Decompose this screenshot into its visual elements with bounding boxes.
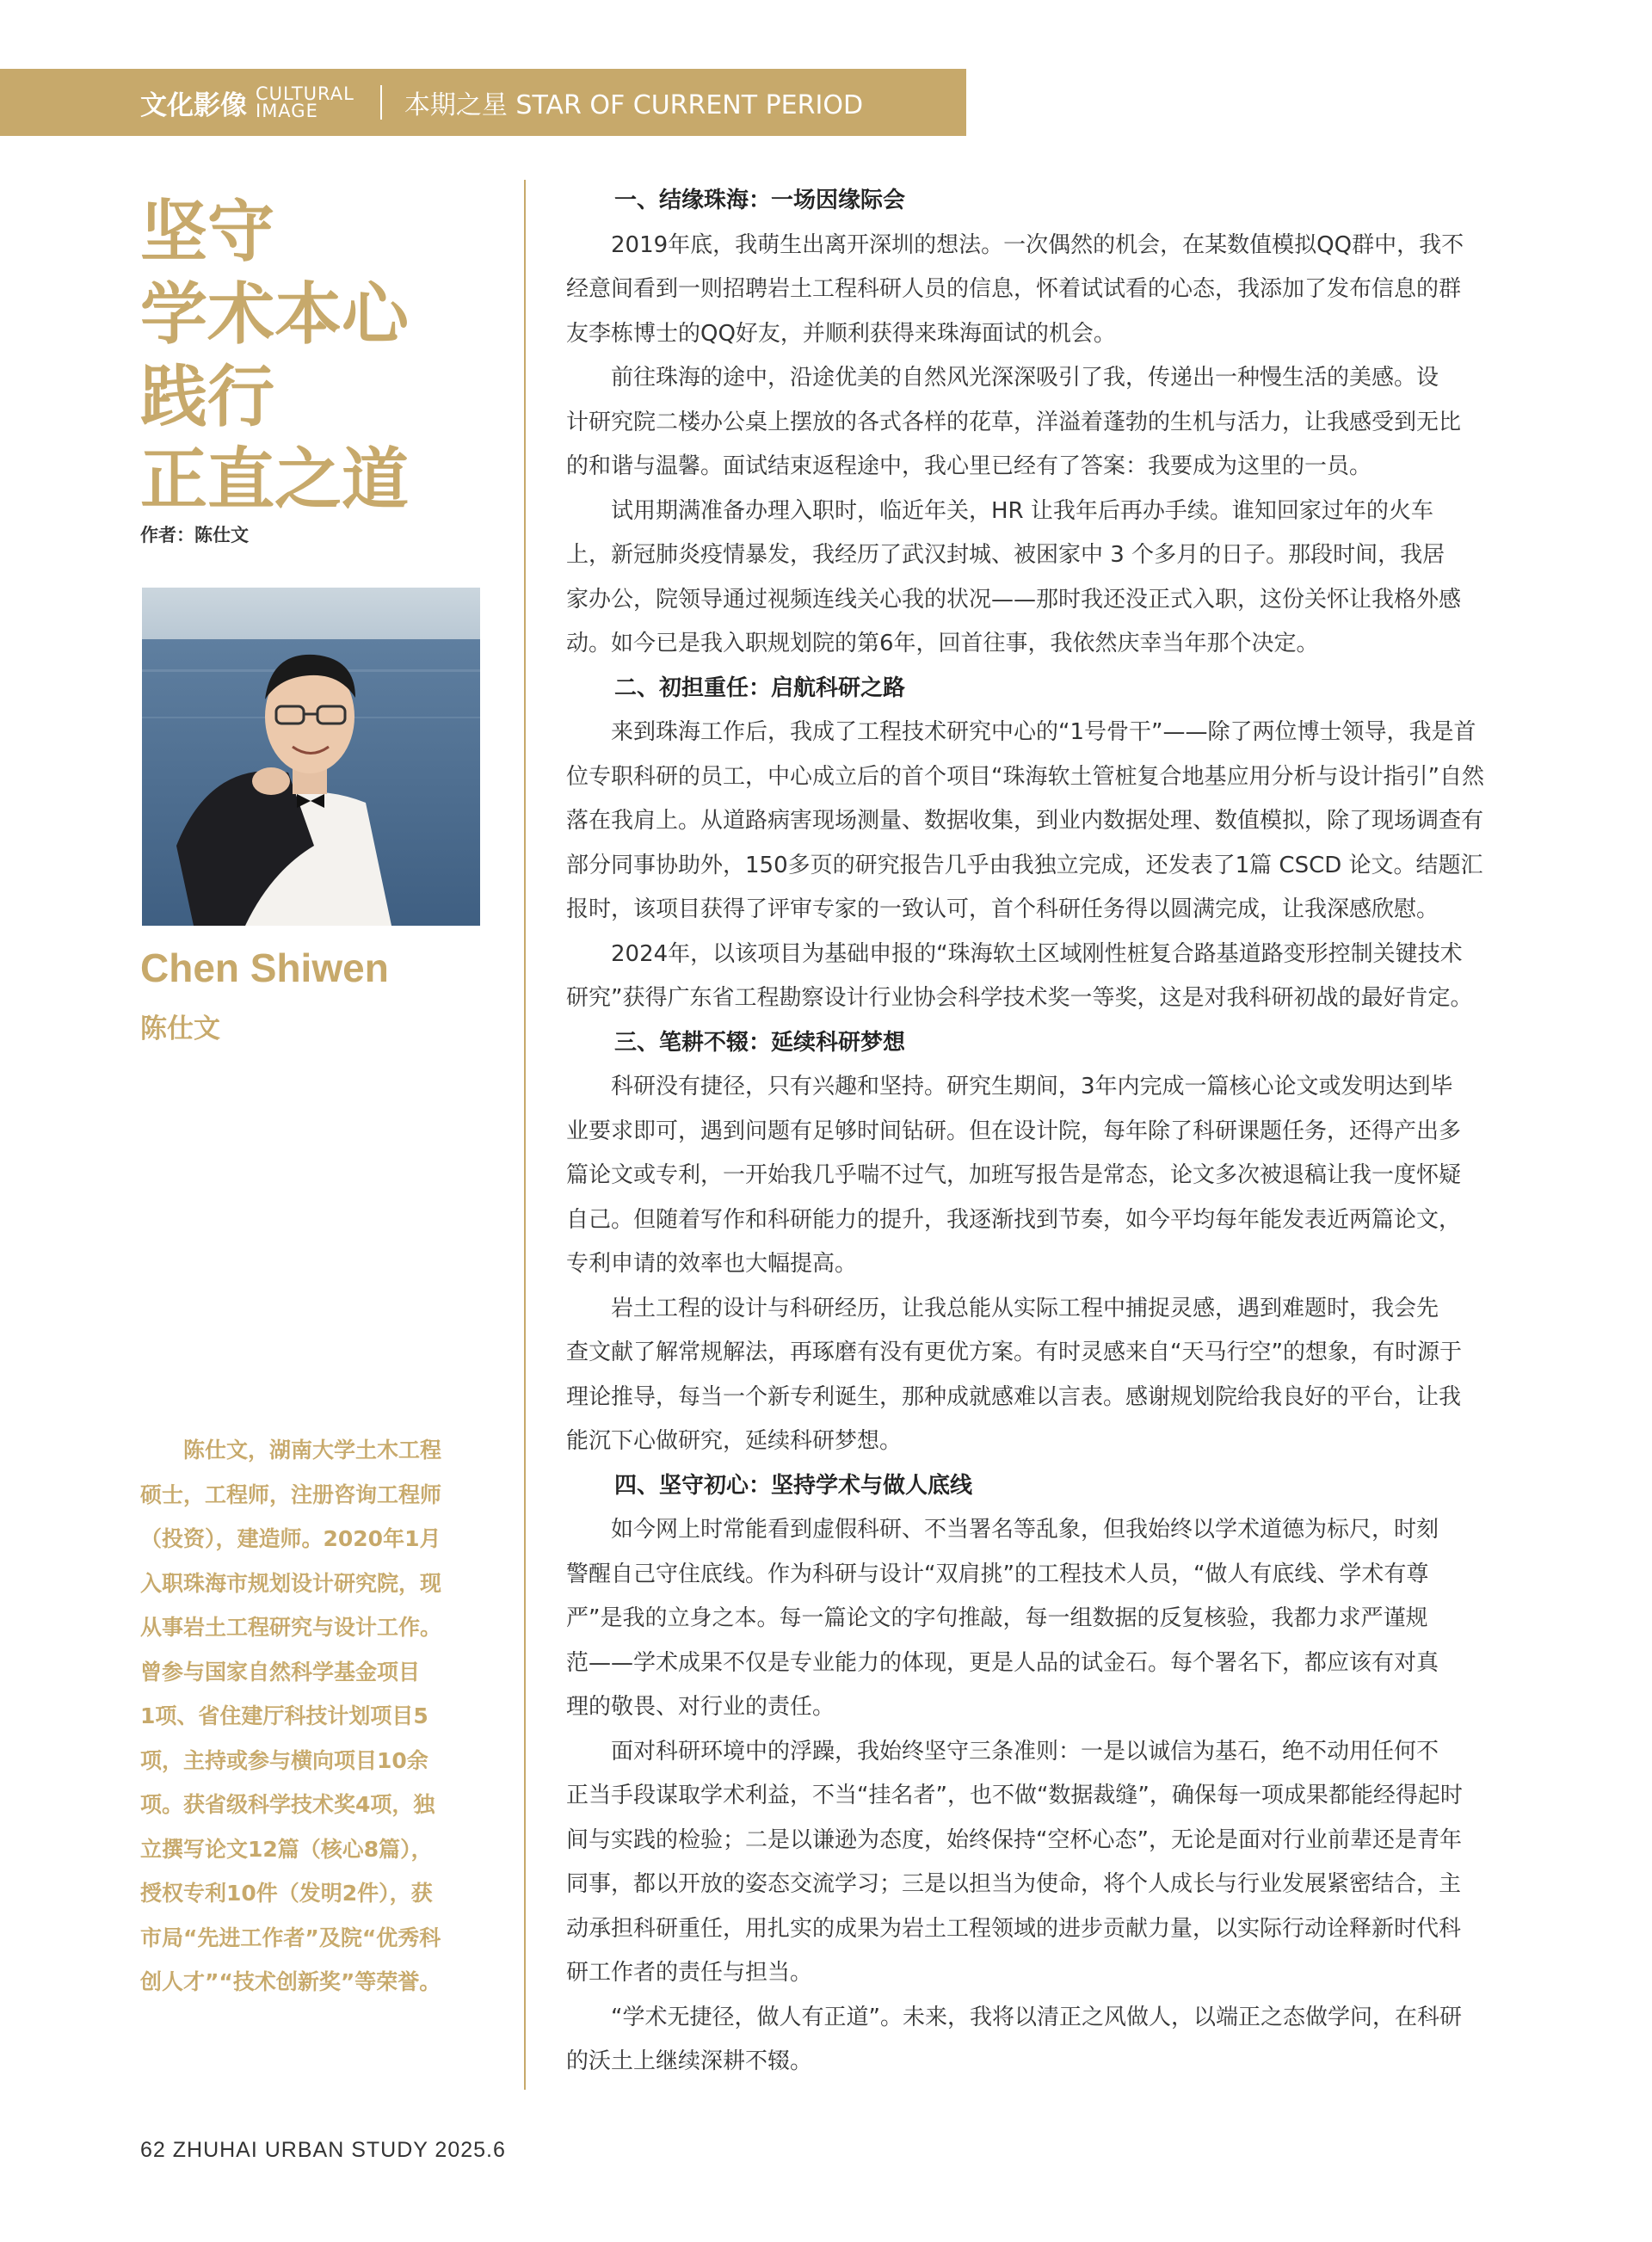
body-line: “学术无捷径，做人有正道”。未来，我将以清正之风做人，以端正之态做学问，在科研 [566, 2004, 1462, 2030]
body-line: 研究”获得广东省工程勘察设计行业协会科学技术奖一等奖，这是对我科研初战的最好肯定。 [566, 985, 1473, 1011]
body-line: 报时，该项目获得了评审专家的一致认可，首个科研任务得以圆满完成，让我深感欣慰。 [566, 896, 1439, 922]
page-footer: 62 ZHUHAI URBAN STUDY 2025.6 [140, 2138, 506, 2162]
body-line: 理的敬畏、对行业的责任。 [566, 1694, 835, 1720]
body-line: 专利申请的效率也大幅提高。 [566, 1251, 858, 1277]
body-line: 警醒自己守住底线。作为科研与设计“双肩挑”的工程技术人员，“做人有底线、学术有尊 [566, 1561, 1429, 1587]
bio-line: 项，主持或参与横向项目10余 [140, 1747, 428, 1773]
header-divider [380, 85, 382, 120]
body-line: 部分同事协助外，150多页的研究报告几乎由我独立完成，还发表了1篇 CSCD 论文。结题汇 [566, 852, 1483, 878]
body-line: 严”是我的立身之本。每一篇论文的字句推敲，每一组数据的反复核验，我都力求严谨规 [566, 1605, 1428, 1631]
author-bio [140, 1428, 484, 2005]
title-line: 坚守 [140, 194, 275, 271]
column-name-cn: 文化影像 [140, 89, 247, 121]
body-line: 上，新冠肺炎疫情暴发，我经历了武汉封城、被困家中 3 个多月的日子。那段时间，我居 [566, 542, 1446, 568]
portrait-photo [142, 588, 480, 926]
body-line: 正当手段谋取学术利益，不当“挂名者”，也不做“数据裁缝”，确保每一项成果都能经得起时 [566, 1783, 1463, 1808]
bio-line: 1项、省住建厅科技计划项目5 [140, 1703, 428, 1728]
body-line: 2024年，以该项目为基础申报的“珠海软土区域刚性桩复合路基道路变形控制关键技术 [566, 940, 1463, 967]
body-line: 面对科研环境中的浮躁，我始终坚守三条准则：一是以诚信为基石，绝不动用任何不 [566, 1738, 1439, 1765]
body-line: 科研没有捷径，只有兴趣和坚持。研究生期间，3年内完成一篇核心论文或发明达到毕 [566, 1074, 1453, 1099]
person-name-en: Chen Shiwen [140, 945, 389, 990]
body-line: 家办公，院领导通过视频连线关心我的状况——那时我还没正式入职，这份关怀让我格外感 [566, 586, 1462, 613]
bio-line: 项。获省级科学技术奖4项，独 [140, 1792, 435, 1817]
body-line: 计研究院二楼办公桌上摆放的各式各样的花草，洋溢着蓬勃的生机与活力，让我感受到无比 [566, 409, 1462, 435]
body-line: 研工作者的责任与担当。 [566, 1960, 813, 1986]
author-byline: 作者：陈仕文 [140, 525, 249, 545]
section-name: 本期之星 STAR OF CURRENT PERIOD [404, 90, 864, 120]
bio-line: 硕士，工程师，注册咨询工程师 [140, 1481, 442, 1507]
section-heading: 一、结缘珠海：一场因缘际会 [614, 188, 906, 213]
body-line: 范——学术成果不仅是专业能力的体现，更是人品的试金石。每个署名下，都应该有对真 [566, 1649, 1439, 1676]
body-line: 的沃土上继续深耕不辍。 [566, 2048, 813, 2074]
bio-line: 曾参与国家自然科学基金项目 [140, 1659, 421, 1685]
section-heading: 二、初担重任：启航科研之路 [614, 674, 906, 701]
body-line: 经意间看到一则招聘岩土工程科研人员的信息，怀着试试看的心态，我添加了发布信息的群 [566, 276, 1462, 302]
column-header [0, 69, 966, 136]
body-line: 试用期满准备办理入职时，临近年关，HR 让我年后再办手续。谁知回家过年的火车 [566, 497, 1433, 524]
body-line: 自己。但随着写作和科研能力的提升，我逐渐找到节奏，如今平均每年能发表近两篇论文， [566, 1206, 1462, 1233]
body-line: 前往珠海的途中，沿途优美的自然风光深深吸引了我，传递出一种慢生活的美感。设 [566, 365, 1439, 391]
title-line: 践行 [140, 359, 275, 436]
body-line: 理论推导，每当一个新专利诞生，那种成就感难以言表。感谢规划院给我良好的平台，让我 [566, 1383, 1462, 1410]
body-line: 业要求即可，遇到问题有足够时间钻研。但在设计院，每年除了科研课题任务，还得产出多 [566, 1118, 1462, 1144]
bio-line: 创人才”“技术创新奖”等荣誉。 [140, 1969, 441, 1994]
body-line: 动承担科研重任，用扎实的成果为岩土工程领域的进步贡献力量，以实际行动诠释新时代科 [566, 1915, 1462, 1942]
body-line: 动。如今已是我入职规划院的第6年，回首往事，我依然庆幸当年那个决定。 [566, 631, 1319, 656]
article-body [566, 179, 1513, 2085]
bio-line: 授权专利10件（发明2件），获 [140, 1881, 433, 1906]
title-line: 学术本心 [140, 276, 410, 354]
body-line: 来到珠海工作后，我成了工程技术研究中心的“1号骨干”——除了两位博士领导，我是首 [566, 719, 1476, 745]
body-line: 篇论文或专利，一开始我几乎喘不过气，加班写报告是常态，论文多次被退稿让我一度怀疑 [566, 1162, 1462, 1188]
body-line: 同事，都以开放的姿态交流学习；三是以担当为使命，将个人成长与行业发展紧密结合，主 [566, 1871, 1462, 1897]
bio-line: （投资），建造师。2020年1月 [140, 1526, 441, 1551]
section-heading: 三、笔耕不辍：延续科研梦想 [614, 1029, 906, 1056]
body-line: 的和谐与温馨。面试结束返程途中，我心里已经有了答案：我要成为这里的一员。 [566, 453, 1372, 479]
column-divider [524, 180, 526, 2090]
body-line: 查文献了解常规解法，再琢磨有没有更优方案。有时灵感来自“天马行空”的想象，有时源于 [566, 1340, 1462, 1365]
body-line: 如今网上时常能看到虚假科研、不当署名等乱象，但我始终以学术道德为标尺，时刻 [566, 1517, 1439, 1543]
person-name-cn: 陈仕文 [140, 1013, 220, 1044]
section-heading: 四、坚守初心：坚持学术与做人底线 [614, 1472, 973, 1499]
body-line: 2019年底，我萌生出离开深圳的想法。一次偶然的机会，在某数值模拟QQ群中，我不 [566, 231, 1464, 258]
body-line: 能沉下心做研究，延续科研梦想。 [566, 1428, 903, 1454]
bio-line: 入职珠海市规划设计研究院，现 [140, 1570, 442, 1596]
bio-line: 立撰写论文12篇（核心8篇）， [140, 1836, 433, 1862]
bio-line: 市局“先进工作者”及院“优秀科 [140, 1925, 441, 1950]
body-line: 岩土工程的设计与科研经历，让我总能从实际工程中捕捉灵感，遇到难题时，我会先 [566, 1295, 1439, 1321]
column-name-en: CULTURAL IMAGE [256, 83, 354, 121]
bio-line: 从事岩土工程研究与设计工作。 [140, 1615, 442, 1640]
title-line: 正直之道 [140, 441, 410, 519]
bio-line: 陈仕文，湖南大学土木工程 [140, 1438, 442, 1463]
body-line: 落在我肩上。从道路病害现场测量、数据收集，到业内数据处理、数值模拟，除了现场调查有 [566, 808, 1484, 834]
body-line: 间与实践的检验；二是以谦逊为态度，始终保持“空杯心态”，无论是面对行业前辈还是青年 [566, 1826, 1462, 1853]
article-title [140, 191, 502, 521]
body-line: 位专职科研的员工，中心成立后的首个项目“珠海软土管桩复合地基应用分析与设计指引”自然 [566, 763, 1484, 790]
body-line: 友李栋博士的QQ好友，并顺利获得来珠海面试的机会。 [566, 320, 1116, 347]
